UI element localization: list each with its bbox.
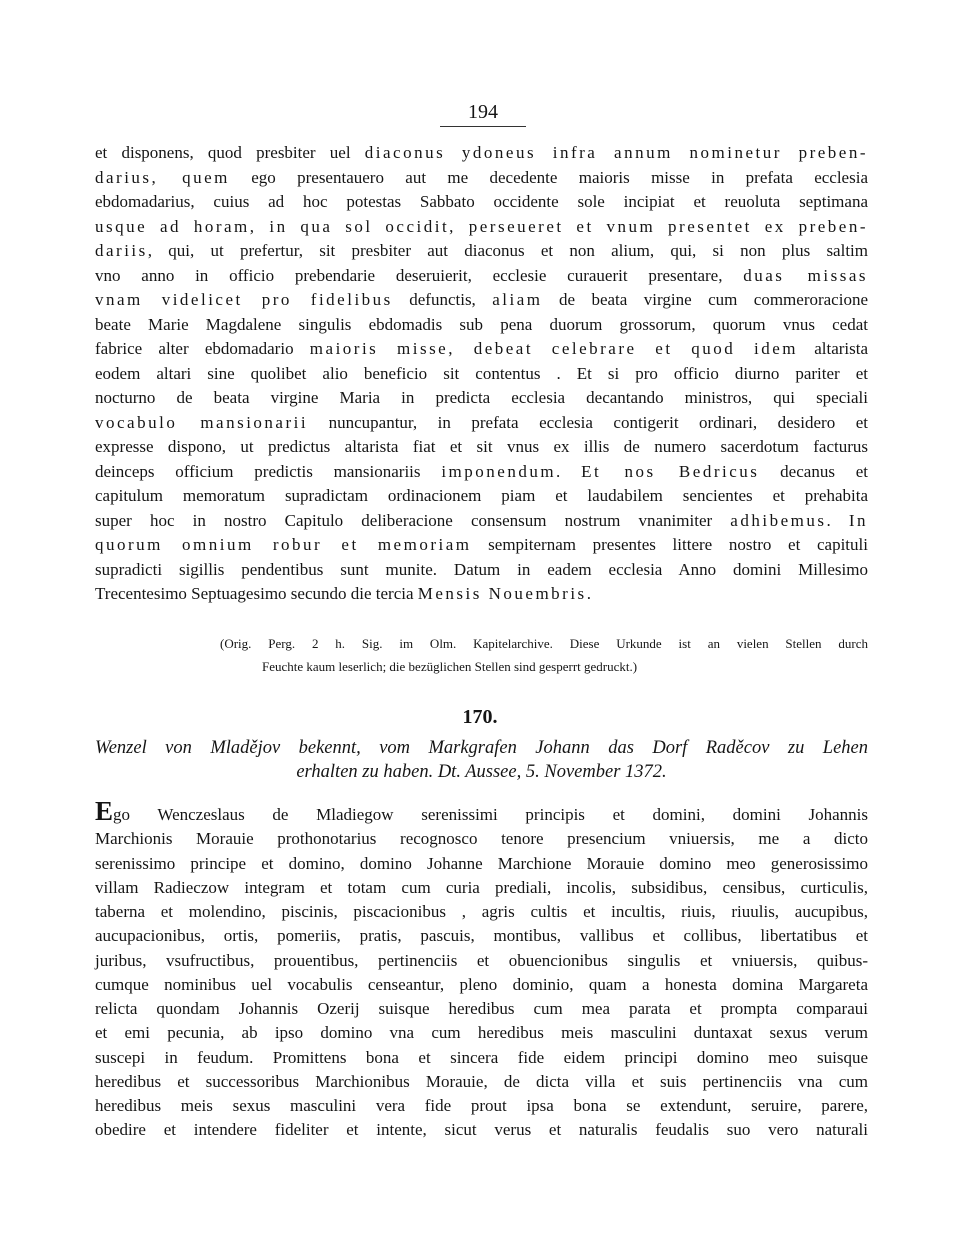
spaced-text: duas missas: [743, 265, 868, 285]
text-line: aucupacionibus, ortis, pomeriis, pratis, pascuis, montibus, vallibus et collibus, libertatibus et: [95, 926, 868, 946]
text-line: vnam videlicet pro fidelibus defunctis, aliam de beata virgine cum commeroracione: [95, 290, 868, 310]
document-heading: [95, 736, 868, 784]
spaced-text: vocabulo mansionarii: [95, 412, 309, 432]
text-line: heredibus meis sexus masculini vera fide prout ipsa bona se extendunt, seruire, parere,: [95, 1096, 868, 1116]
text-line: capitulum memoratum supradictam ordinacionem piam et laudabilem sencientes et prehabita: [95, 486, 868, 506]
text-line: darius, quem ego presentauero aut me decedente maioris misse in prefata ecclesia: [95, 167, 868, 187]
text-line: obedire et intendere fideliter et intente, sicut verus et naturalis feudalis suo vero naturali: [95, 1120, 868, 1140]
text-line: ebdomadarius, cuius ad hoc potestas Sabbato occidente sole incipiat et reuoluta septimana: [95, 192, 868, 212]
document-number: 170.: [462, 706, 498, 728]
source-note: [220, 632, 868, 678]
text-line: fabrice alter ebdomadario maioris misse, debeat celebrare et quod idem altarista: [95, 339, 869, 359]
spaced-text: Et nos Bedricus: [581, 461, 760, 481]
text-line: eodem altari sine quolibet alio beneficio sit contentus . Et si pro officio diurno pariter et: [95, 363, 868, 383]
text-line: cumque nominibus uel vocabulis censeantur, pleno dominio, quam a honesta domina Margareta: [95, 974, 868, 994]
text-line: vocabulo mansionarii nuncupantur, in prefata ecclesia contigerit ordinari, desidero et: [95, 412, 868, 432]
page-number-rule: [440, 126, 526, 127]
text-line: beate Marie Magdalene singulis ebdomadis sub pena duorum grossorum, quorum vnus cedat: [95, 314, 868, 334]
spaced-text: aliam: [492, 290, 543, 310]
text-line: vno anno in officio prebendarie deseruierit, ecclesie curauerit presentare, duas missas: [95, 265, 868, 285]
text-line: serenissimo principe et domino, domino Johanne Marchione Morauie domino meo generosissimo: [95, 853, 868, 873]
text-line: relicta quondam Johannis Ozerij suisque heredibus cum mea parata et prompta comparaui: [95, 999, 868, 1019]
text-line: expresse dispono, ut predictus altarista fiat et sit vnus ex illis de numero sacerdotum facturus: [95, 437, 868, 457]
text-line: taberna et molendino, piscinis, piscacionibus , agris cultis et incultis, riuis, riuulis, aucupibus,: [95, 902, 868, 922]
text-line: Marchionis Morauie prothonotarius recognosco tenore presencium vniuersis, me a dicto: [95, 829, 868, 849]
text-line: et emi pecunia, ab ipso domino vna cum heredibus meis masculini duntaxat sexus verum: [95, 1023, 868, 1043]
spaced-text: diaconus ydoneus infra annum nominetur preben-: [364, 143, 868, 162]
text-line: quorum omnium robur et memoriam sempiternam presentes littere nostro et capituli: [95, 535, 868, 555]
text-line: suscepi in feudum. Promittens bona et sincera fide eidem principi domino meo suisque: [95, 1047, 868, 1067]
spaced-text: Mensis Nouembris: [417, 584, 587, 604]
previous-document-text: [95, 141, 868, 607]
heading-line: erhalten zu haben. Dt. Aussee, 5. November 1372.: [296, 762, 667, 782]
text-line: deinceps officium predictis mansionariis imponendum. Et nos Bedricus decanus et: [95, 461, 868, 481]
text-line: et disponens, quod presbiter uel diaconus ydoneus infra annum nominetur preben-: [95, 143, 868, 162]
text-line: super hoc in nostro Capitulo deliberacione consensum nostrum vnanimiter adhibemus. In: [95, 510, 869, 530]
spaced-text: adhibemus: [730, 510, 827, 530]
text-line: Ego Wenczeslaus de Mladiegow serenissimi principis et domini, domini Johannis: [95, 796, 868, 826]
text-line: juribus, vsufructibus, prouentibus, pertinenciis et obuencionibus singulis et vniuersis, quibus-: [95, 950, 868, 970]
source-note-line: Feuchte kaum leserlich; die bezüglichen Stellen sind gesperrt gedruckt.): [262, 659, 638, 674]
text-line: villam Radieczow integram et totam cum curia prediali, incolis, subsidibus, censibus, curticulis,: [95, 877, 868, 897]
text-line: heredibus et successoribus Marchionibus Morauie, de dicta villa et suis pertinenciis vna cum: [95, 1071, 868, 1091]
spaced-text: darius, quem: [95, 167, 230, 187]
page-number: 194: [468, 101, 498, 123]
text-line: Trecentesimo Septuagesimo secundo die tercia Mensis Nouembris.: [95, 584, 591, 604]
spaced-text: In: [848, 510, 869, 530]
text-line: supradicti sigillis pendentibus sunt munite. Datum in eadem ecclesia Anno domini Millesimo: [95, 559, 868, 579]
heading-line: Wenzel von Mladějov bekennt, vom Markgrafen Johann das Dorf Raděcov zu Lehen: [95, 738, 868, 758]
text-line: usque ad horam, in qua sol occidit, perseueret et vnum presentet ex preben-: [95, 216, 868, 236]
spaced-text: quorum omnium robur et memoriam: [95, 535, 472, 555]
source-note-line: (Orig. Perg. 2 h. Sig. im Olm. Kapitelarchive. Diese Urkunde ist an vielen Stellen durch: [220, 636, 868, 651]
text-line: dariis, qui, ut prefertur, sit presbiter aut diaconus et non alium, qui, si non plus saltim: [95, 241, 868, 261]
spaced-text: maioris misse, debeat celebrare et quod idem: [309, 339, 798, 359]
spaced-text: dariis: [95, 241, 148, 261]
initial-letter: E: [95, 796, 114, 826]
text-line: nocturno de beata virgine Maria in predicta ecclesia decantando ministros, qui speciali: [95, 388, 868, 408]
document-text: [95, 796, 868, 1143]
spaced-text: vnam videlicet pro fidelibus: [95, 290, 393, 310]
spaced-text: imponendum: [441, 461, 557, 481]
